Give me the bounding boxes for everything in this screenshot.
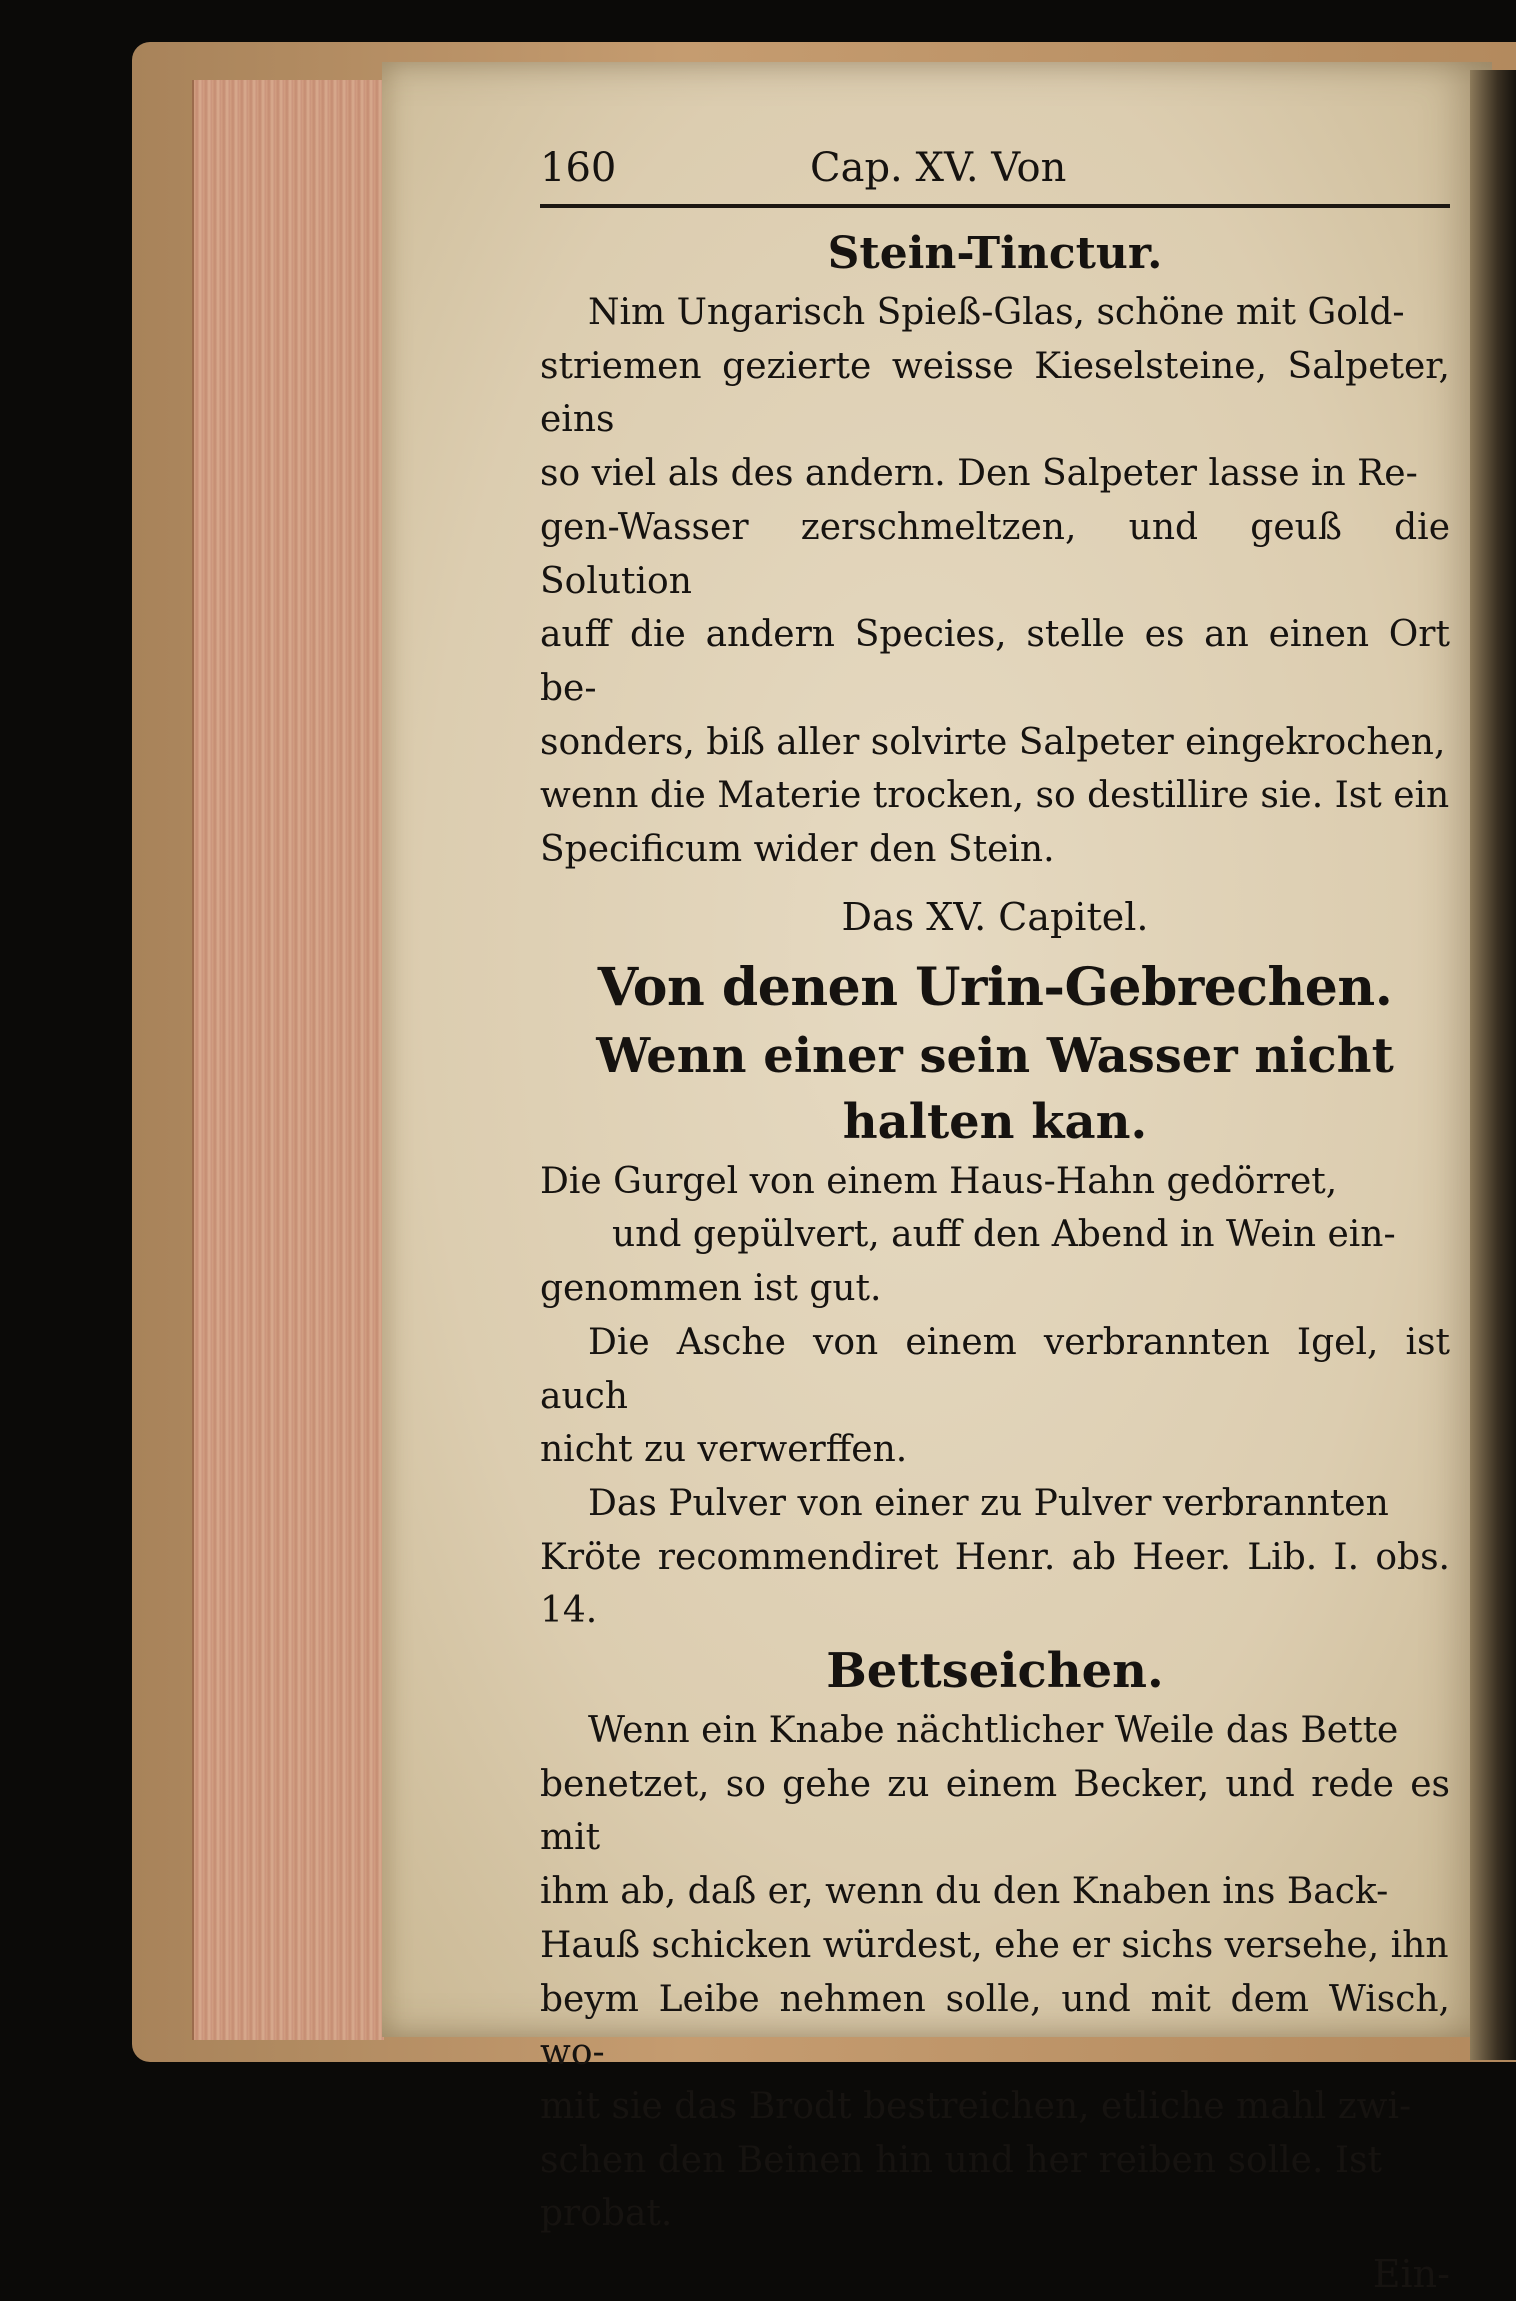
text-line: wenn die Materie trocken, so destillire sie. Ist ein (540, 775, 1450, 817)
page-edges (192, 80, 384, 2040)
text-line: benetzet, so gehe zu einem Becker, und rede es mit (540, 1763, 1450, 1859)
text-line: mit sie das Brodt bestreichen, etliche mahl zwi- (540, 2085, 1412, 2127)
header-rule (540, 204, 1450, 208)
urin-paragraph-3 (540, 1477, 1450, 1638)
text-line: Hauß schicken würdest, ehe er sichs versehe, ihn (540, 1924, 1449, 1966)
stein-tinctur-heading: Stein-Tinctur. (827, 228, 1163, 279)
text-line: auff die andern Species, stelle es an einen Ort be- (540, 614, 1450, 709)
urin-paragraph-1 (540, 1155, 1450, 1316)
text-line: genommen ist gut. (540, 1268, 882, 1310)
page-header (540, 140, 1450, 196)
text-line: striemen gezierte weisse Kieselsteine, Salpeter, eins (540, 345, 1450, 441)
urin-heading: Wenn einer sein Wasser nicht halten kan. (596, 1027, 1394, 1150)
text-line: Nim Ungarisch Spieß-Glas, schöne mit Gold- (588, 292, 1405, 333)
bettseichen-heading: Bettseichen. (826, 1643, 1164, 1700)
chapter-title: Von denen Urin-Gebrechen. (597, 956, 1393, 1018)
chapter-label: Das XV. Capitel. (841, 894, 1149, 939)
page-number: 160 (540, 145, 617, 191)
text-line: Kröte recommendiret Henr. ab Heer. Lib. I. obs. 14. (540, 1536, 1450, 1632)
text-line: schen den Beinen hin und her reiben solle. Ist (540, 2139, 1382, 2181)
urin-paragraph-2 (540, 1316, 1450, 1477)
text-line: ihm ab, daß er, wenn du den Knaben ins Back- (540, 1871, 1389, 1913)
bettseichen-paragraph (540, 1704, 1450, 2241)
text-line: Specificum wider den Stein. (540, 829, 1055, 871)
text-line: Die Gurgel von einem Haus-Hahn gedörret, (540, 1160, 1338, 1202)
text-line: Das Pulver von einer zu Pulver verbrannten (588, 1482, 1389, 1524)
text-line: gen-Wasser zerschmeltzen, und geuß die Solution (540, 506, 1450, 602)
page-text (540, 140, 1450, 2301)
stein-tinctur-paragraph (540, 286, 1450, 877)
text-line: Wenn ein Knabe nächtlicher Weile das Bette (588, 1710, 1399, 1752)
text-line: beym Leibe nehmen solle, und mit dem Wisch, wo- (540, 1978, 1450, 2074)
page-gutter (1470, 70, 1516, 2060)
running-title: Cap. XV. Von (810, 145, 1067, 191)
text-line: nicht zu verwerffen. (540, 1429, 908, 1471)
catchword: Ein- (1372, 2252, 1450, 2297)
text-line: probat. (540, 2193, 673, 2235)
text-line: Die Asche von einem verbrannten Igel, ist auch (540, 1321, 1450, 1417)
text-line: sonders, biß aller solvirte Salpeter eingekrochen, (540, 721, 1446, 763)
text-line: so viel als des andern. Den Salpeter lasse in Re- (540, 453, 1418, 495)
text-line: und gepülvert, auff den Abend in Wein ein- (612, 1214, 1396, 1256)
